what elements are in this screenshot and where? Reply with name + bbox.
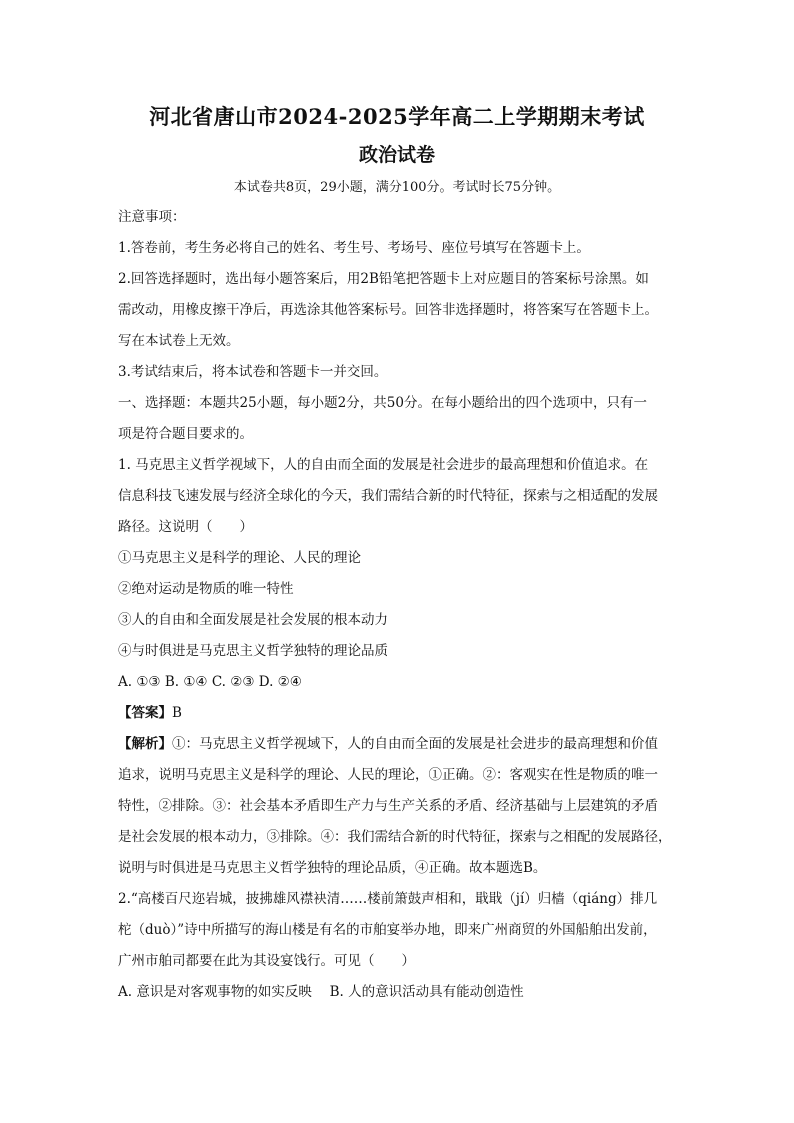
- section-heading: [118, 388, 676, 450]
- notes-line: 2.回答选择题时，选出每小题答案后，用2B铅笔把答题卡上对应题目的答案标号涂黑。如: [118, 271, 649, 287]
- question-1: [118, 450, 676, 884]
- analysis-line: [118, 729, 676, 760]
- notes-heading: 注意事项：: [118, 209, 186, 225]
- question-stem-line: 信息科技飞速发展与经济全球化的今天，我们需结合新的时代特征，探索与之相适配的发展: [118, 488, 658, 504]
- question-stem-line: 柁（duò）”诗中所描写的海山楼是有名的市舶宴举办地，即来广州商贸的外国船舶出发前，: [118, 922, 657, 938]
- analysis-label: 【解析】: [118, 736, 172, 752]
- question-stem-line: 广州市舶司都要在此为其设宴饯行。可见（ ）: [118, 953, 415, 969]
- analysis-line: 说明与时俱进是马克思主义哲学独特的理论品质，④正确。故本题选B。: [118, 860, 547, 876]
- page-subtitle: 政治试卷: [358, 144, 435, 166]
- notes-line: 1.答卷前，考生务必将自己的姓名、考生号、考场号、座位号填写在答题卡上。: [118, 240, 590, 256]
- answer-line: [118, 698, 676, 729]
- answer-value: B: [172, 705, 182, 721]
- question-choices: A. ①③ B. ①④ C. ②③ D. ②④: [118, 674, 302, 690]
- page-title: 河北省唐山市2024-2025学年高二上学期期末考试: [149, 104, 645, 129]
- section-heading-line: 一、选择题：本题共25小题，每小题2分，共50分。在每小题给出的四个选项中，只有一: [118, 395, 647, 411]
- notes-line: 写在本试卷上无效。: [118, 333, 240, 349]
- analysis-line: 追求，说明马克思主义是科学的理论、人民的理论，①正确。②：客观实在性是物质的唯一: [118, 767, 658, 783]
- question-stem-line: 2.“高楼百尺迩岩城，披拂雄风襟袂清……楼前箫鼓声相和，戢戢（jí）归樯（qiáng）排几: [118, 891, 658, 907]
- notes-section: [118, 202, 676, 388]
- question-option: ③人的自由和全面发展是社会发展的根本动力: [118, 612, 388, 628]
- question-choices: A. 意识是对客观事物的如实反映 B. 人的意识活动具有能动创造性: [118, 984, 524, 1000]
- notes-line: 3.考试结束后，将本试卷和答题卡一并交回。: [118, 364, 388, 380]
- analysis-line: 特性，②排除。③：社会基本矛盾即生产力与生产关系的矛盾、经济基础与上层建筑的矛盾: [118, 798, 658, 814]
- question-2: [118, 884, 676, 1008]
- notes-line: 需改动，用橡皮擦干净后，再选涂其他答案标号。回答非选择题时，将答案写在答题卡上。: [118, 302, 658, 318]
- question-option: ②绝对运动是物质的唯一特性: [118, 581, 294, 597]
- section-heading-line: 项是符合题目要求的。: [118, 426, 253, 442]
- exam-info: 本试卷共8页，29小题，满分100分。考试时长75分钟。: [233, 180, 561, 195]
- analysis-text: ①：马克思主义哲学视域下，人的自由而全面的发展是社会进步的最高理想和价值: [172, 736, 658, 752]
- question-stem-line: 1. 马克思主义哲学视域下，人的自由而全面的发展是社会进步的最高理想和价值追求。在: [118, 457, 649, 473]
- question-stem-line: 路径。这说明（ ）: [118, 519, 253, 535]
- question-option: ④与时俱进是马克思主义哲学独特的理论品质: [118, 643, 388, 659]
- question-option: ①马克思主义是科学的理论、人民的理论: [118, 550, 361, 566]
- answer-label: 【答案】: [118, 705, 172, 721]
- analysis-line: 是社会发展的根本动力，③排除。④：我们需结合新的时代特征，探索与之相配的发展路径，: [118, 829, 672, 845]
